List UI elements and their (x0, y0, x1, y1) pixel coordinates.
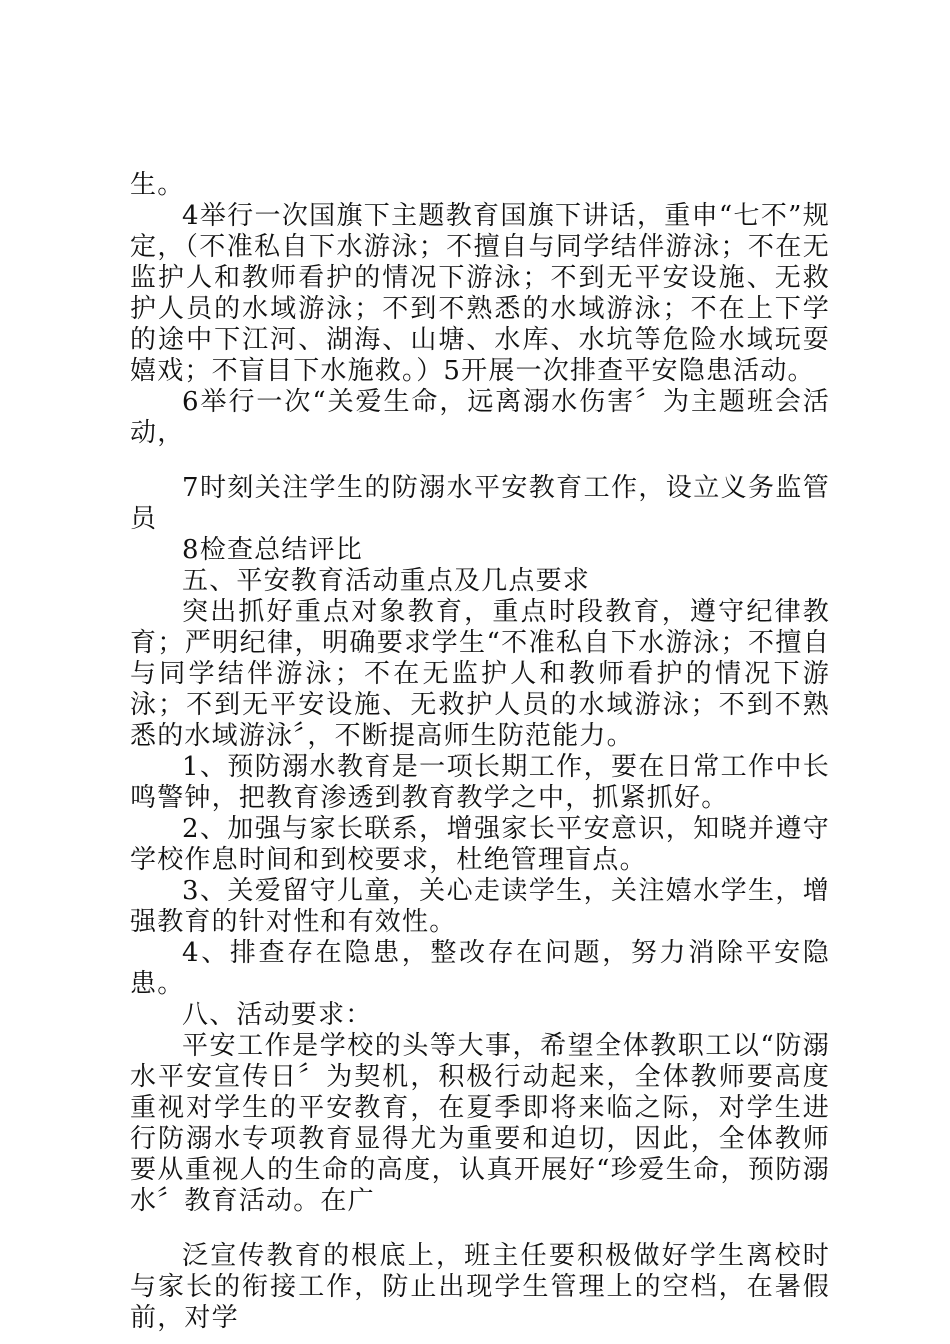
paragraph-item-6: 6举行一次“关爱生命，远离溺水伤害〞为主题班会活动， (130, 387, 830, 448)
paragraph-req-2: 2、加强与家长联系，增强家长平安意识，知晓并遵守学校作息时间和到校要求，杜绝管理盲点。 (130, 814, 830, 875)
paragraph-req-1: 1、预防溺水教育是一项长期工作，要在日常工作中长鸣警钟，把教育渗透到教育教学之中，抓紧抓好。 (130, 752, 830, 813)
paragraph-item-8: 8检查总结评比 (182, 535, 363, 565)
paragraph-activity-req: 平安工作是学校的头等大事，希望全体教职工以“防溺水平安宣传日〞为契机，积极行动起来，全体教师要高度重视对学生的平安教育，在夏季即将来临之际，对学生进行防溺水专项教育显得尤为重要和迫切，因此，全体教师要从重视人的生命的高度，认真开展好“珍爱生命，预防溺水〞教育活动。在广 (130, 1031, 830, 1216)
paragraph-item-7: 7时刻关注学生的防溺水平安教育工作，设立义务监管员 (130, 473, 830, 534)
paragraph-req-4: 4、排查存在隐患，整改存在问题，努力消除平安隐患。 (130, 938, 830, 999)
document-body (130, 170, 830, 1334)
paragraph-continuation: 泛宣传教育的根底上，班主任要积极做好学生离校时与家长的衔接工作，防止出现学生管理上的空档，在暑假前，对学 (130, 1241, 830, 1333)
paragraph-req-3: 3、关爱留守儿童，关心走读学生，关注嬉水学生，增强教育的针对性和有效性。 (130, 876, 830, 937)
paragraph-sheng: 生。 (130, 170, 185, 200)
paragraph-item-4-5: 4举行一次国旗下主题教育国旗下讲话，重申“七不”规定，（不准私自下水游泳；不擅自与同学结伴游泳；不在无监护人和教师看护的情况下游泳；不到无平安设施、无救护人员的水域游泳；不到不熟悉的水域游泳；不在上下学的途中下江河、湖海、山塘、水库、水坑等危险水域玩耍嬉戏；不盲目下水施救。）5开展一次排查平安隐患活动。 (130, 201, 830, 386)
section-heading-5: 五、平安教育活动重点及几点要求 (182, 566, 591, 596)
paragraph-key-focus: 突出抓好重点对象教育，重点时段教育，遵守纪律教育；严明纪律，明确要求学生“不准私自下水游泳；不擅自与同学结伴游泳；不在无监护人和教师看护的情况下游泳；不到无平安设施、无救护人员的水域游泳；不到不熟悉的水域游泳〞，不断提高师生防范能力。 (130, 597, 830, 751)
section-heading-8: 八、活动要求： (182, 1000, 373, 1030)
